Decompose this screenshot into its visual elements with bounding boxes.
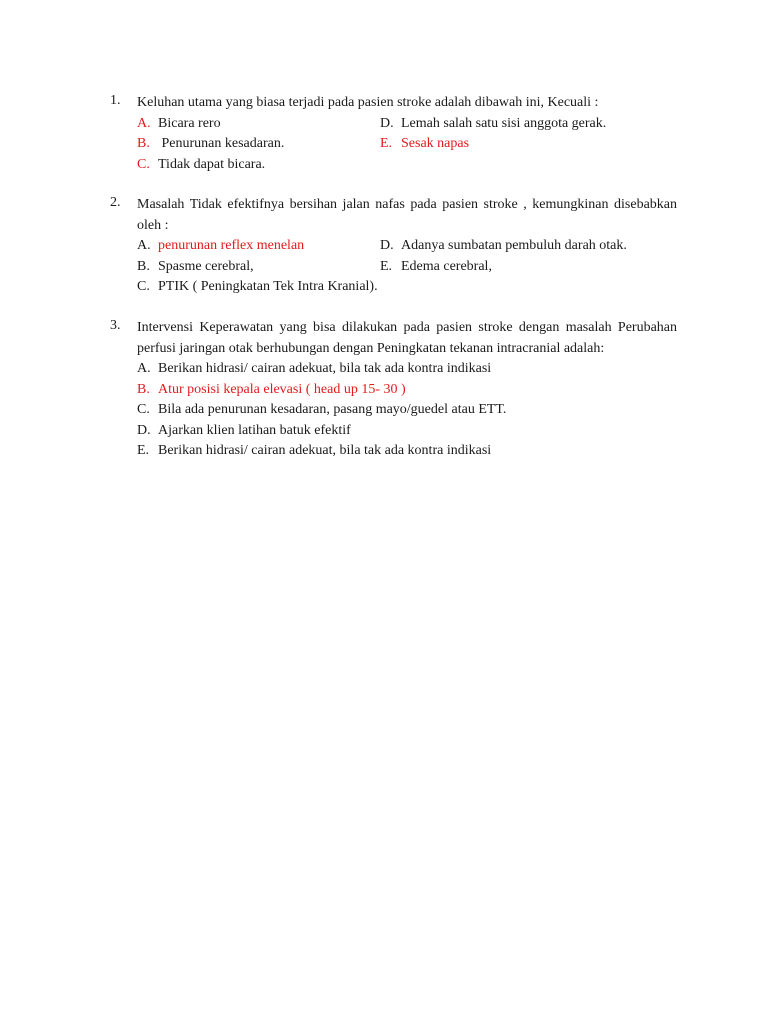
option-text: Adanya sumbatan pembuluh darah otak. [401, 238, 627, 253]
option-c [137, 155, 265, 176]
option-letter: B. [137, 381, 150, 397]
question-number: 1. [110, 93, 121, 108]
option-letter: E. [137, 443, 150, 458]
option-text: Ajarkan klien latihan batuk efektif [158, 422, 351, 438]
question-number: 2. [110, 195, 121, 210]
option-letter: E. [380, 258, 393, 274]
option-text: Bila ada penurunan kesadaran, pasang mayo/guedel atau ETT. [158, 402, 507, 417]
question-stem: Masalah Tidak efektifnya bersihan jalan nafas pada pasien stroke , kemungkinan disebabkan oleh : [137, 197, 677, 233]
option-text: Berikan hidrasi/ cairan adekuat, bila tak ada kontra indikasi [158, 361, 492, 376]
option-text: PTIK ( Peningkatan Tek Intra Kranial). [158, 279, 378, 294]
option-d [380, 236, 627, 257]
option-text: penurunan reflex menelan [158, 238, 305, 253]
option-letter: B. [137, 258, 150, 274]
option-text: Spasme cerebral, [158, 258, 254, 274]
option-letter: D. [380, 115, 394, 131]
option-a [137, 114, 221, 135]
option-b [137, 257, 254, 278]
option-text: Bicara rero [158, 115, 221, 131]
option-text: Edema cerebral, [401, 258, 492, 274]
option-letter: D. [137, 422, 151, 438]
option-text: Penurunan kesadaran. [158, 136, 285, 151]
option-letter: A. [137, 115, 151, 131]
option-text: Sesak napas [401, 136, 470, 151]
option-a [137, 359, 491, 380]
options-list [137, 359, 677, 462]
option-b [137, 134, 284, 155]
options-list [137, 114, 677, 176]
option-e [137, 441, 491, 462]
question-3 [110, 318, 677, 462]
question-stem: Keluhan utama yang biasa terjadi pada pasien stroke adalah dibawah ini, Kecuali : [137, 95, 599, 110]
option-c [137, 277, 378, 298]
option-text: Tidak dapat bicara. [158, 156, 266, 172]
option-text: Lemah salah satu sisi anggota gerak. [401, 115, 607, 131]
option-c [137, 400, 506, 421]
question-stem: Intervensi Keperawatan yang bisa dilakukan pada pasien stroke dengan masalah Perubahan perfusi jaringan otak berhubungan dengan Peningkatan tekanan intracranial adalah: [137, 320, 677, 356]
question-1 [110, 93, 677, 175]
option-letter: A. [137, 361, 151, 376]
option-d [137, 421, 351, 442]
option-letter: E. [380, 136, 393, 151]
option-d [380, 114, 606, 135]
option-text: Berikan hidrasi/ cairan adekuat, bila tak ada kontra indikasi [158, 443, 492, 458]
option-b [137, 380, 406, 401]
option-letter: B. [137, 136, 150, 151]
option-letter: C. [137, 279, 150, 294]
option-letter: C. [137, 402, 150, 417]
option-e [380, 134, 469, 155]
option-a [137, 236, 304, 257]
question-2 [110, 195, 677, 298]
option-text: Atur posisi kepala elevasi ( head up 15- 30 ) [158, 381, 406, 397]
option-letter: A. [137, 238, 151, 253]
question-number: 3. [110, 318, 121, 333]
option-letter: D. [380, 238, 394, 253]
option-e [380, 257, 492, 278]
options-list [137, 236, 677, 298]
option-letter: C. [137, 156, 150, 172]
